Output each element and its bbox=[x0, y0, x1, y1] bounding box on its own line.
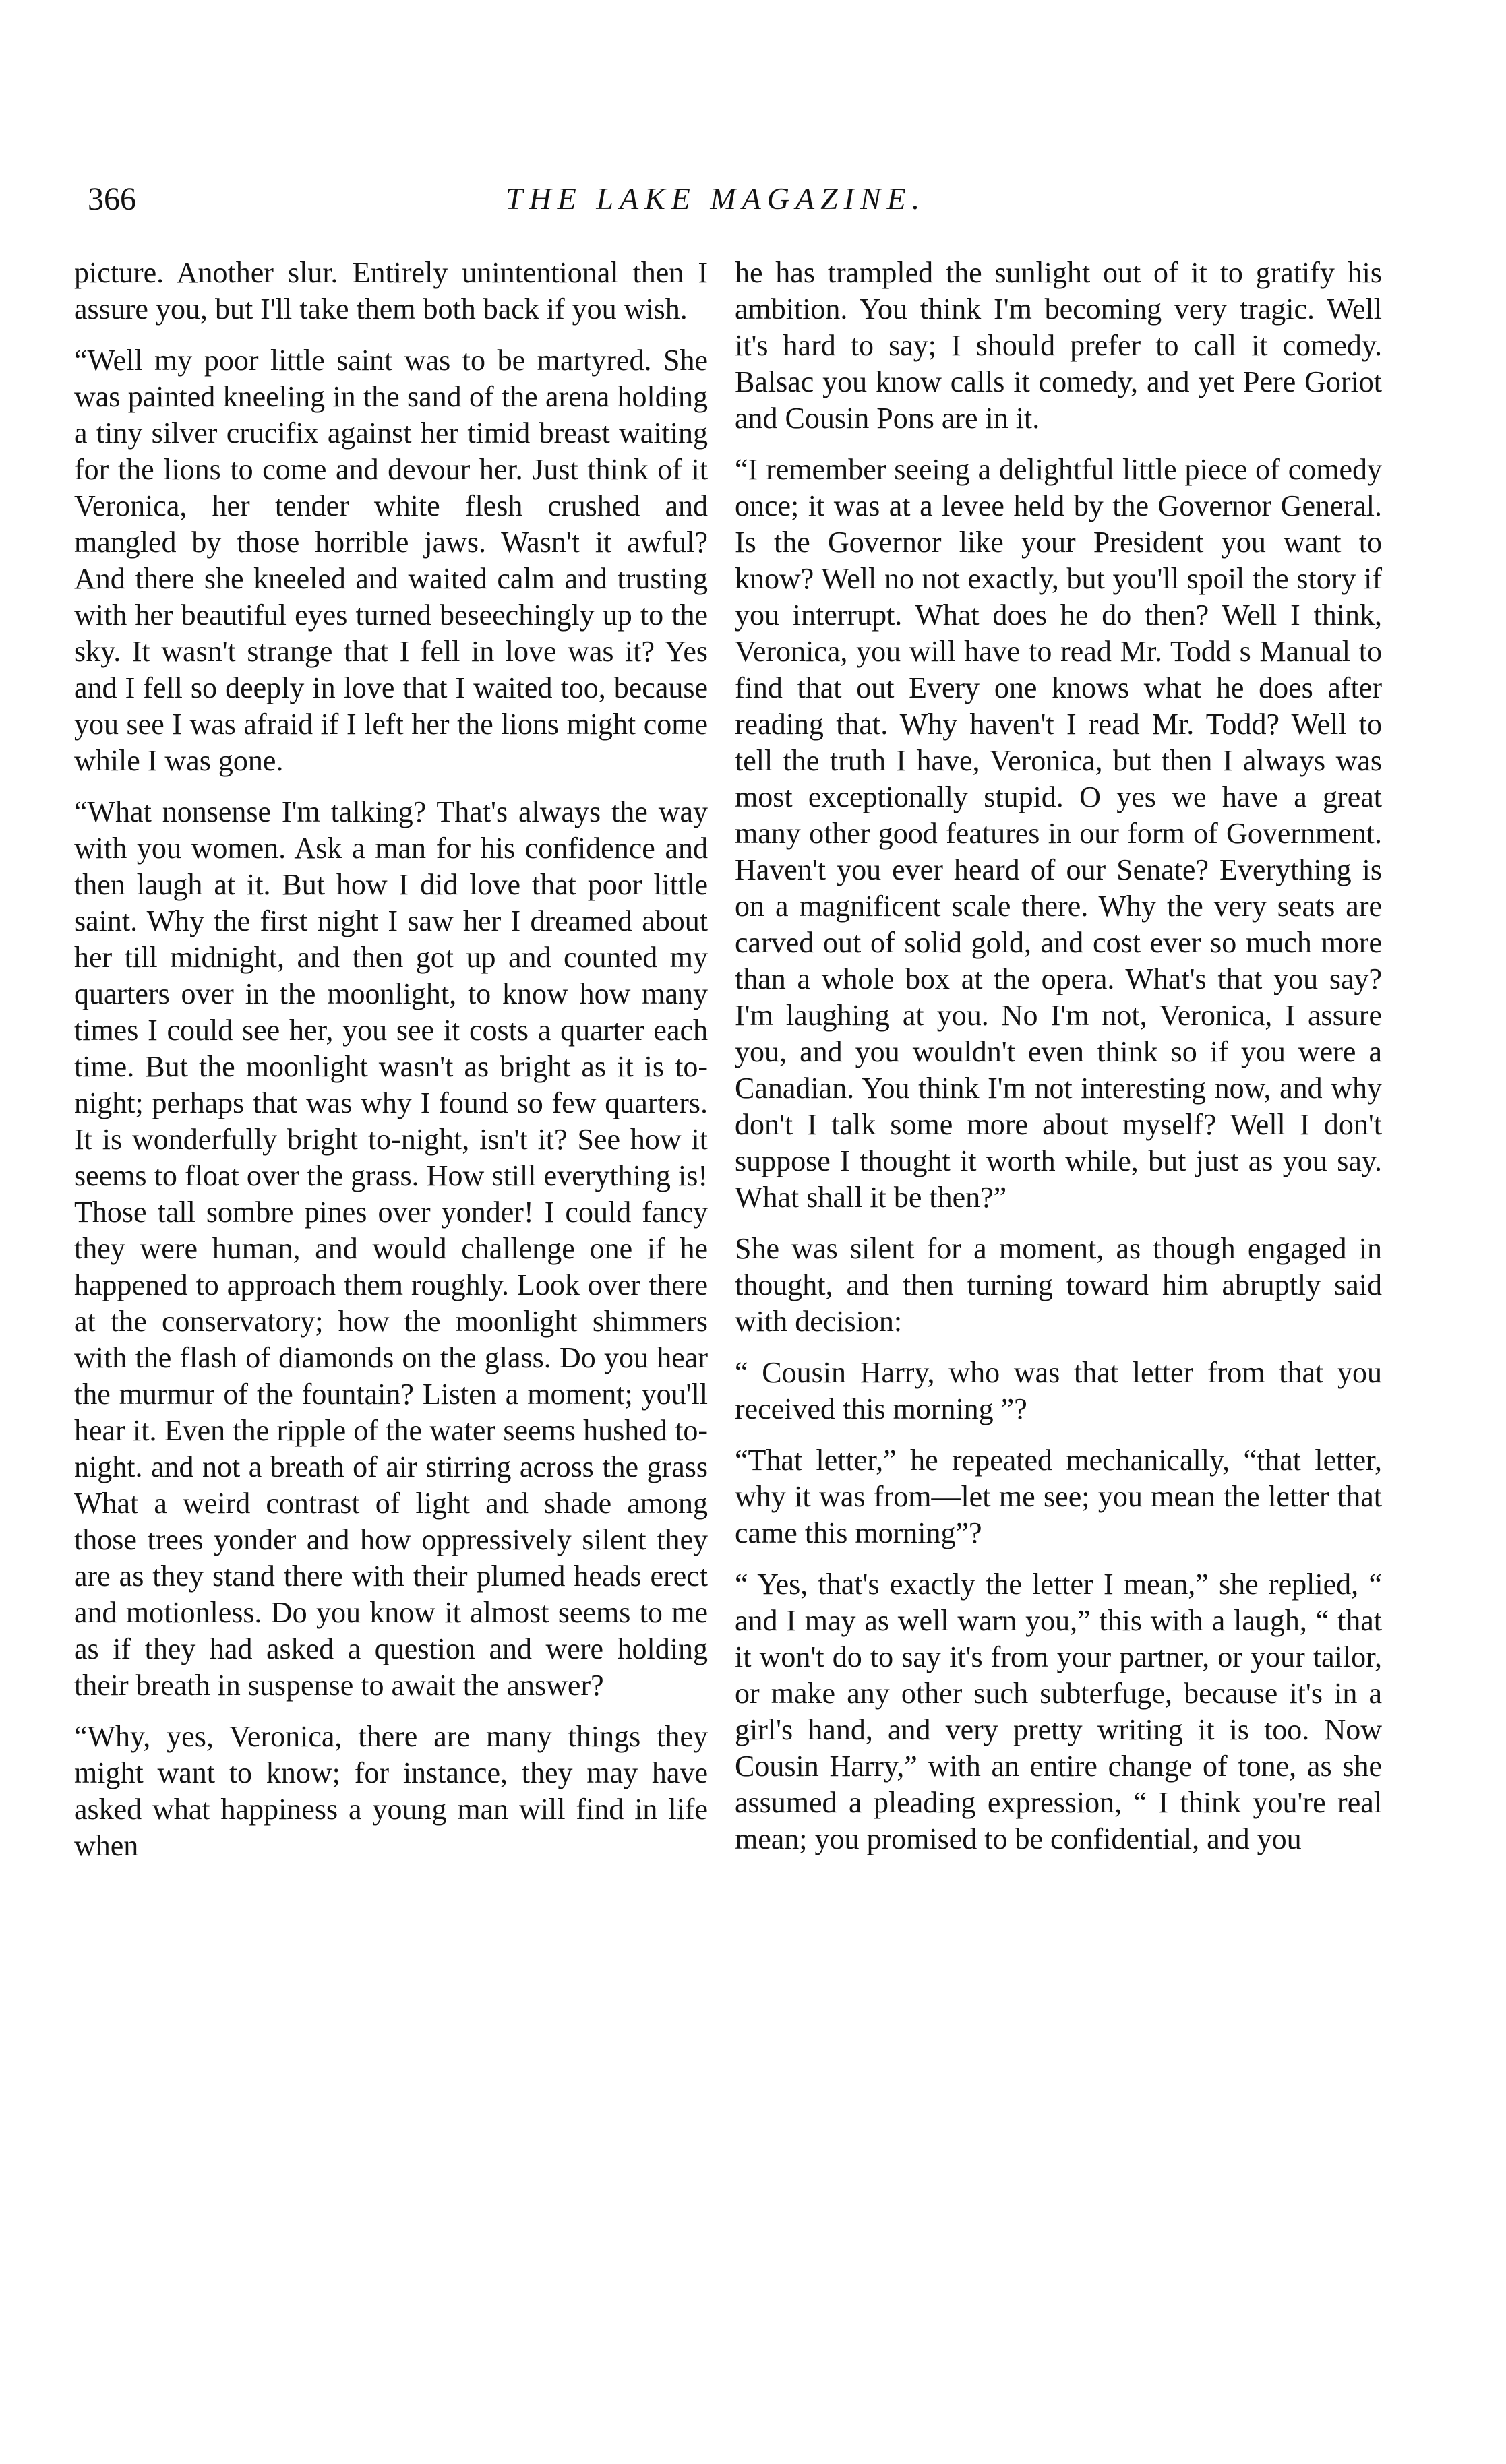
paragraph: She was silent for a moment, as though engaged in thought, and then turning toward him abruptly said with decision: bbox=[735, 1232, 1382, 1338]
page-number: 366 bbox=[88, 181, 136, 217]
paragraph: “I remember seeing a delightful little piece of comedy once; it was at a levee held by the Governor General. Is the Governor like your President you want to know? Well no not exactly, but you'll spoil the story if you interrupt. What does he do then? Well I think, Veronica, you will have to read Mr. Todd s Manual to find that out Every one knows what he does after reading that. Why haven't I read Mr. Todd? Well to tell the truth I have, Veronica, but then I always was most exceptionally stupid. O yes we have a great many other good features in our form of Government. Haven't you ever heard of our Senate? Everything is on a magnificent scale there. Why the very seats are carved out of solid gold, and cost ever so much more than a whole box at the opera. What's that you say? I'm laughing at you. No I'm not, Veronica, I assure you, and you wouldn't even think so if you were a Canadian. You think I'm not interesting now, and why don't I talk some more about myself? Well I don't suppose I thought it worth while, but just as you say. What shall it be then?” bbox=[735, 453, 1382, 1214]
paragraph: “Well my poor little saint was to be martyred. She was painted kneeling in the sand of the arena holding a tiny silver crucifix against her timid breast waiting for the lions to come and devour her. Just think of it Veronica, her tender white flesh crushed and mangled by those horrible jaws. Wasn't it awful? And there she kneeled and waited calm and trusting with her beautiful eyes turned beseechingly up to the sky. It wasn't strange that I fell in love was it? Yes and I fell so deeply in love that I waited too, because you see I was afraid if I left her the lions might come while I was gone. bbox=[74, 344, 708, 777]
running-title: THE LAKE MAGAZINE. bbox=[506, 181, 926, 216]
paragraph: “Why, yes, Veronica, there are many things they might want to know; for instance, they may have asked what happiness a young man will find in life when bbox=[74, 1720, 708, 1862]
paragraph: “ Yes, that's exactly the letter I mean,” she replied, “ and I may as well warn you,” this with a laugh, “ that it won't do to say it's from your partner, or your tailor, or make any other such subterfuge, because it's in a girl's hand, and very pretty writing it is too. Now Cousin Harry,” with an entire change of tone, as she assumed a pleading expression, “ I think you're real mean; you promised to be confidential, and you bbox=[735, 1568, 1382, 1855]
page-header bbox=[88, 181, 1382, 221]
paragraph: “That letter,” he repeated mechanically, “that letter, why it was from—let me see; you mean the letter that came this morning”? bbox=[735, 1444, 1382, 1549]
paragraph: “ Cousin Harry, who was that letter from that you received this morning ”? bbox=[735, 1356, 1382, 1425]
paragraph: picture. Another slur. Entirely unintentional then I assure you, but I'll take them both back if you wish. bbox=[74, 256, 708, 326]
left-column bbox=[74, 255, 708, 1879]
paragraph: he has trampled the sunlight out of it to gratify his ambition. You think I'm becoming very tragic. Well it's hard to say; I should prefer to call it comedy. Balsac you know calls it comedy, and yet Pere Goriot and Cousin Pons are in it. bbox=[735, 256, 1382, 435]
paragraph: “What nonsense I'm talking? That's always the way with you women. Ask a man for his confidence and then laugh at it. But how I did love that poor little saint. Why the first night I saw her I dreamed about her till midnight, and then got up and counted my quarters over in the moonlight, to know how many times I could see her, you see it costs a quarter each time. But the moonlight wasn't as bright as it is to-night; perhaps that was why I found so few quarters. It is wonderfully bright to-night, isn't it? See how it seems to float over the grass. How still everything is! Those tall sombre pines over yonder! I could fancy they were human, and would challenge one if he happened to approach them roughly. Look over there at the conservatory; how the moonlight shimmers with the flash of diamonds on the glass. Do you hear the murmur of the fountain? Listen a moment; you'll hear it. Even the ripple of the water seems hushed to-night. and not a breath of air stirring across the grass What a weird contrast of light and shade among those trees yonder and how oppressively silent they are as they stand there with their plumed heads erect and motionless. Do you know it almost seems to me as if they had asked a question and were holding their breath in suspense to await the answer? bbox=[74, 795, 708, 1702]
right-column bbox=[735, 255, 1382, 1872]
